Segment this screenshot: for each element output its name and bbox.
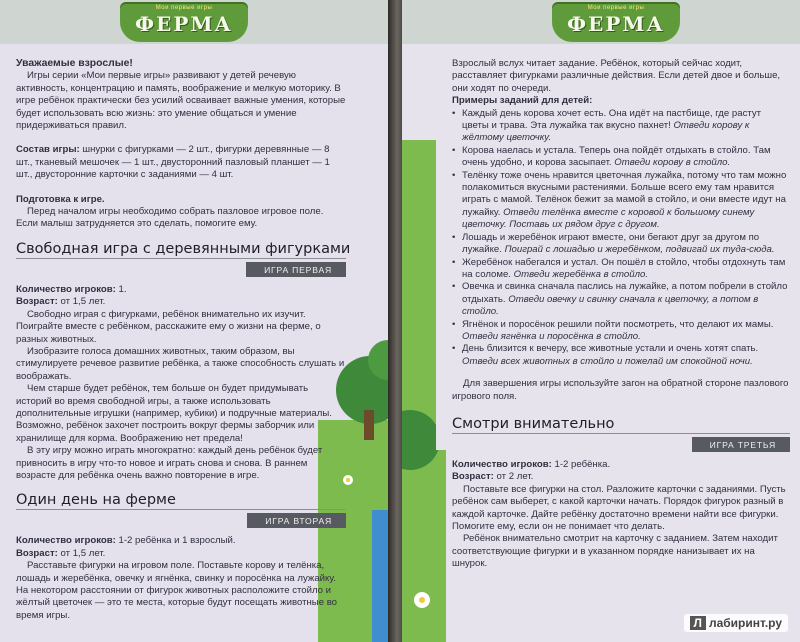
age-label: Возраст: bbox=[452, 471, 494, 483]
game-three-tag-label: ИГРА ТРЕТЬЯ bbox=[692, 437, 790, 452]
example-text: Овечка и свинка сначала паслись на лужайке, а потом побрели в стойло отдыхать. bbox=[462, 281, 788, 305]
example-item bbox=[452, 343, 790, 368]
players-label: Количество игроков: bbox=[16, 535, 116, 547]
contents-paragraph bbox=[16, 144, 346, 181]
game-two-section bbox=[16, 491, 346, 622]
logo-subtitle: Мои первые игры bbox=[155, 5, 213, 11]
example-item bbox=[452, 257, 790, 282]
left-page-content bbox=[16, 58, 351, 622]
players-label: Количество игроков: bbox=[16, 283, 116, 295]
game-two-tag bbox=[16, 513, 346, 528]
game-three-paragraph: Поставьте все фигурки на стол. Разложите карточки с заданиями. Пусть ребёнок сам выберет, с какой карточки начать. Порядок фигурок разный в каждой карточке. Дайте ребёнку достаточно времени найти все фигурки. Помогите ему, если он не понимает что делать. bbox=[452, 483, 786, 532]
watermark-logo-icon: Л bbox=[690, 616, 706, 630]
age-value: от 2 лет. bbox=[496, 471, 534, 483]
example-task: Отведи корову к жёлтому цветочку. bbox=[462, 120, 750, 144]
examples-heading: Примеры заданий для детей: bbox=[452, 95, 593, 107]
game-two-players bbox=[16, 535, 346, 547]
age-label: Возраст: bbox=[16, 296, 58, 308]
game-three-age bbox=[452, 471, 790, 483]
intro-heading: Уважаемые взрослые! bbox=[16, 58, 133, 69]
watermark-text: лабиринт.ру bbox=[708, 616, 782, 630]
intro-text: Игры серии «Мои первые игры» развивают у детей речевую активность, концентрацию и память, воображение и мелкую моторику. В игре ребёнок практически без усилий осваивает важные умения, которые будет использовать всю жизнь: это умение общаться и умение придерживаться правил. bbox=[16, 70, 346, 132]
game-two-age bbox=[16, 548, 346, 560]
contents-label: Состав игры: bbox=[16, 144, 80, 156]
logo-text: ФЕРМА bbox=[567, 12, 665, 36]
game-three-section bbox=[452, 415, 790, 571]
example-text: Каждый день корова хочет есть. Она идёт на пастбище, где растут цветы и трава. Эта лужайка так вкусно пахнет! bbox=[462, 107, 762, 132]
players-value: 1-2 ребёнка. bbox=[554, 458, 611, 470]
age-value: от 1,5 лет. bbox=[60, 296, 106, 308]
instructions-text: Взрослый вслух читает задание. Ребёнок, который сейчас ходит, расставляет фигурками различные действия. Если детей двое и больше, они ходят по очереди. bbox=[452, 58, 781, 94]
game-one-tag bbox=[16, 262, 346, 277]
example-task: Поиграй с лошадью и жеребёнком, подвигай их туда-сюда. bbox=[504, 244, 775, 256]
farm-logo bbox=[120, 2, 248, 42]
example-text: День близится к вечеру, все животные устали и очень хотят спать. bbox=[462, 343, 759, 355]
game-two-paragraph: Расставьте фигурки на игровом поле. Поставьте корову и телёнка, лошадь и жеребёнка, овечку и ягнёнка, свинку и поросёнка на лужайку. На некотором расстоянии от фигурок животных расположите стойло и жёлтый цветочек — это те места, которые будут посещать животные во время игры. bbox=[16, 560, 338, 621]
example-task: Отведи всех животных в стойло и пожелай им спокойной ночи. bbox=[462, 355, 753, 367]
example-task: Отведи овечку и свинку сначала к цветочку, а потом в стойло. bbox=[462, 293, 759, 318]
game-three-tag bbox=[452, 437, 790, 452]
example-item bbox=[452, 145, 790, 170]
example-text: Ягнёнок и поросёнок решили пойти посмотреть, что делают их мамы. bbox=[462, 318, 774, 330]
game-one-paragraph: Чем старше будет ребёнок, тем больше он будет придумывать историй во время свободной игры, а также использовать дополнительные игрушки (например, кубики) и подручные материалы. Возможно, ребёнок захочет построить вокруг фермы заборчик или хранилище для корма. Воображению нет предела! bbox=[16, 383, 332, 444]
example-task: Отведи корову в стойло. bbox=[614, 157, 731, 169]
example-text: Корова наелась и устала. Теперь она пойдёт отдыхать в стойло. Там очень удобно, и корова засыпает. bbox=[462, 144, 771, 169]
example-item bbox=[452, 232, 790, 257]
contents-text: шнурки с фигурками — 2 шт., фигурки деревянные — 8 шт., тканевый мешочек — 1 шт., двусторонний пазловый планшет — 1 шт., двусторонние карточки с заданиями — 4 шт. bbox=[16, 144, 330, 181]
logo-subtitle: Мои первые игры bbox=[587, 5, 645, 11]
example-task: Отведи ягнёнка и поросёнка в стойло. bbox=[462, 330, 641, 342]
players-label: Количество игроков: bbox=[452, 458, 552, 470]
game-one-paragraph: В эту игру можно играть многократно: каждый день ребёнок будет привносить в игру что-то новое и играть снова и снова. В раннем возрасте для ребёнка очень важно повторение в игре. bbox=[16, 445, 323, 481]
heading-rule bbox=[16, 509, 346, 510]
prep-heading: Подготовка к игре. bbox=[16, 193, 105, 205]
closing-text: Для завершения игры используйте загон на обратной стороне пазлового игрового поля. bbox=[452, 378, 789, 402]
example-text: Телёнку тоже очень нравится цветочная лужайка, потому что там можно полакомиться вкусными растениями. Больше всего ему там нравится играть с мамой. Телёнок бежит за мамой в стойло, и они вместе идут на лужайку. bbox=[462, 169, 787, 218]
prep-text: Перед началом игры необходимо собрать пазловое игровое поле. Если малыш затрудняется это сделать, помогите ему. bbox=[16, 206, 324, 230]
example-text: Лошадь и жеребёнок играют вместе, они бегают друг за другом по лужайке. bbox=[462, 231, 760, 256]
right-page-content bbox=[452, 58, 790, 571]
example-item bbox=[452, 319, 790, 344]
game-two-title: Один день на ферме bbox=[16, 492, 176, 509]
game-one-players bbox=[16, 284, 346, 296]
right-page bbox=[402, 0, 800, 642]
example-item bbox=[452, 281, 790, 318]
watermark bbox=[684, 614, 788, 632]
example-item bbox=[452, 170, 790, 232]
game-one-title: Свободная игра с деревянными фигурками bbox=[16, 240, 351, 257]
example-text: Жеребёнок набегался и устал. Он пошёл в стойло, чтобы отдохнуть там на соломе. bbox=[462, 256, 786, 280]
game-two-tag-label: ИГРА ВТОРАЯ bbox=[247, 513, 346, 528]
age-label: Возраст: bbox=[16, 547, 58, 559]
farm-logo bbox=[552, 2, 680, 42]
heading-rule bbox=[452, 433, 790, 434]
game-one-section bbox=[16, 240, 351, 483]
heading-rule bbox=[16, 258, 346, 259]
game-three-players bbox=[452, 459, 790, 471]
age-value: от 1,5 лет. bbox=[60, 547, 106, 559]
players-value: 1-2 ребёнка и 1 взрослый. bbox=[118, 535, 236, 547]
game-one-tag-label: ИГРА ПЕРВАЯ bbox=[246, 262, 346, 277]
players-value: 1. bbox=[118, 283, 127, 295]
example-item bbox=[452, 108, 790, 145]
left-page bbox=[0, 0, 394, 642]
game-one-paragraph: Свободно играя с фигурками, ребёнок внимательно их изучит. Поиграйте вместе с ребёнком, расскажите ему о жизни на ферме, о разных животных. bbox=[16, 308, 321, 345]
example-task: Отведи жеребёнка в стойло. bbox=[513, 268, 649, 280]
game-one-paragraph: Изобразите голоса домашних животных, таким образом, вы стимулируете речевое развитие ребёнка, а также способность слушать и воображать. bbox=[16, 345, 345, 382]
game-one-age bbox=[16, 296, 346, 308]
example-task: Отведи телёнка вместе с коровой к большому синему цветочку. Поставь их рядом друг с другом. bbox=[462, 206, 755, 231]
logo-text: ФЕРМА bbox=[135, 12, 233, 36]
game-three-paragraph: Ребёнок внимательно смотрит на карточку с заданием. Затем находит соответствующие фигурки и в указанном порядке нанизывает их на шнурок. bbox=[452, 533, 778, 570]
game-three-title: Смотри внимательно bbox=[452, 415, 615, 432]
